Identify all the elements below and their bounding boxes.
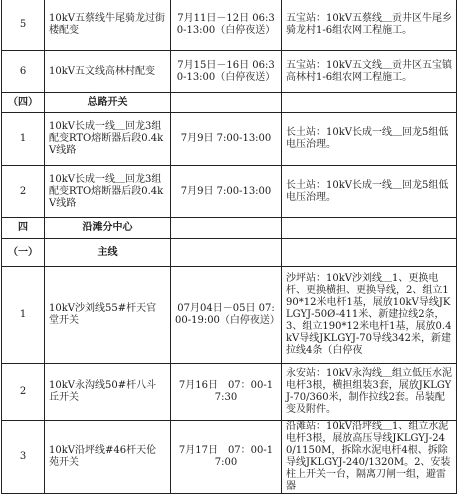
maintenance-schedule-table [1,0,457,494]
row-number: 6 [2,51,45,93]
outage-time: 7月17日 07：00-17:00 [171,421,282,494]
section-row [2,93,457,113]
work-content: 长土站：10kV长成一线＿回龙5组低电压治理。 [282,166,457,218]
row-number: 1 [2,267,45,364]
switch-name: 10kV永沟线50#杆八斗丘开关 [45,364,171,421]
section-number: （一） [2,239,45,267]
outage-time: 07月04日－05日 07:00-19:00（白停夜送） [171,267,282,364]
work-content: 五宝站：10kV五蔡线＿贡井区牛尾乡骑龙村1-6组农网工程施工。 [282,0,457,51]
table-row [2,267,457,364]
section-row [2,239,457,267]
section-number: （四） [2,93,45,113]
table-row [2,166,457,218]
switch-name: 10kV五文线高林村配变 [45,51,171,93]
switch-name: 10kV沙刘线55#杆天官堂开关 [45,267,171,364]
section-number: 四 [2,218,45,239]
section-title: 主线 [45,239,171,267]
work-content: 沿滩站：10kV沿坪线＿1、组立水泥电杆3根，展放高压导线JKLGYJ-240/1150M，拆除水泥电杆4根、拆除导线JKLGYJ-240/1320M。2、安装柱上开关一台，隔离刀闸一组，避雷器 [282,421,457,494]
table-row [2,421,457,494]
row-number: 1 [2,113,45,166]
empty-cell [171,218,282,239]
empty-cell [282,218,457,239]
row-number: 5 [2,0,45,51]
row-number: 2 [2,364,45,421]
empty-cell [282,239,457,267]
switch-name: 10kV五蔡线牛尾骑龙过街楼配变 [45,0,171,51]
empty-cell [282,93,457,113]
outage-time: 7月15日－16日 06:30-13:00（白停夜送） [171,51,282,93]
work-content: 沙坪站：10kV沙刘线＿1、更换电杆、更换横担、更换导线，2、组立190*12米电杆1基，展放10kV导线JKLGYJ-50Ø-411米、新建拉线2条，3、组立190*12米电杆1基，展放0.4kV导线JKLGYJ-70导线342米，新建拉线4条（白停夜 [282,267,457,364]
switch-name: 10kV长成一线＿回龙3组配变RTO熔断器后段0.4kV线路 [45,113,171,166]
table-row [2,113,457,166]
table-row [2,51,457,93]
outage-time: 7月9日 7:00-13:00 [171,166,282,218]
work-content: 五宝站：10kV五文线＿贡井区五宝镇高林村1-6组农网工程施工。 [282,51,457,93]
row-number: 3 [2,421,45,494]
outage-time: 7月16日 07：00-17:30 [171,364,282,421]
switch-name: 10kV沿坪线#46杆天伦苑开关 [45,421,171,494]
switch-name: 10kV长成一线＿回龙3组配变RTO熔断器后段0.4kV线路 [45,166,171,218]
work-content: 永安站：10kV永沟线＿组立低压水泥电杆3根，横担组装3套，展放JKLGYJ-70/360米，制作拉线2套。吊装配变及附件。 [282,364,457,421]
section-row [2,218,457,239]
outage-time: 7月11日－12日 06:30-13:00（白停夜送） [171,0,282,51]
row-number: 2 [2,166,45,218]
empty-cell [171,239,282,267]
empty-cell [171,93,282,113]
work-content: 长土站：10kV长成一线＿回龙5组低电压治理。 [282,113,457,166]
table-row [2,364,457,421]
outage-time: 7月9日 7:00-13:00 [171,113,282,166]
section-title: 沿滩分中心 [45,218,171,239]
table-row [2,0,457,51]
section-title: 总路开关 [45,93,171,113]
